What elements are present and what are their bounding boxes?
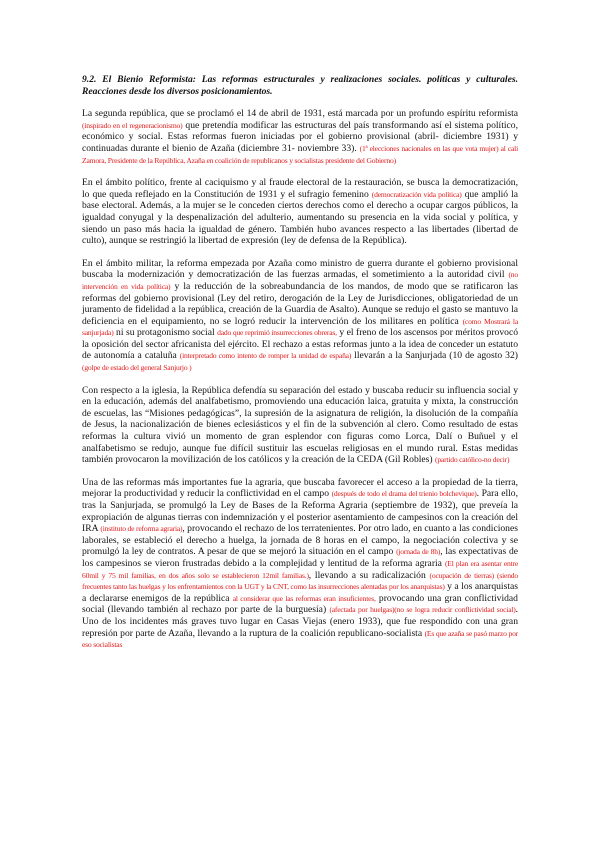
annotation-note: al considerar que las reformas eran insuficientes, [232, 593, 376, 603]
annotation-note: (después de todo el drama del trienio bolchevique) [331, 489, 477, 499]
body-text: provocando una gran conflictividad social (llevando también al rechazo por parte de la burguesía) [82, 592, 518, 616]
body-text: Con respecto a la iglesia, la República defendía su separación del estado y buscaba reducir su influencia social y en la educación, además del analfabetismo, promoviendo una educación laica, gratuita y mixta, la construcción de escuelas, las “Misiones pedagógicas”, la supresión de la asignatura de religión, la disolución de la compañía de Jesus, la nacionalización de bienes eclesiásticos y el fin de la subvención al clero. Como resultado de estas reformas la cultura vivió un momento de gran esplendor con figuras como Lorca, Dalí o Buñuel y el analfabetismo se redujo, aunque fue difícil sustituir las escuelas religiosas en el mundo rural. Estas medidas también provocaron la movilización de los católicos y la creación de la CEDA (Gil Robles) [82, 384, 518, 466]
body-text: En el ámbito militar, la reforma empezada por Azaña como ministro de guerra durante el gobierno provisional buscaba la modernización y democratización de las fuerzas armadas, el sometimiento a la autoridad civil [82, 257, 518, 281]
body-text: En el ámbito político, frente al caciquismo y al fraude electoral de la restauración, se busca la democratización, lo que queda reflejado en la Constitución de 1931 y el sufragio femenino [82, 177, 518, 200]
annotation-note: (como Mostrará la sanjurjada) [82, 316, 518, 338]
paragraph [82, 108, 518, 166]
annotation-note: (1ª elecciones nacionales en las que vota mujer) al cali Zamora, Presidente de la República, Azaña en coalición de republicanos y socialistas presidente del Gobierno) [82, 143, 518, 165]
annotation-note: (Es que azaña se pasó marzo por eso socialistas [82, 628, 518, 650]
annotation-note: (instituto de reforma agraria) [100, 524, 183, 534]
annotation-note: (partido católico-no decir) [435, 455, 510, 465]
annotation-note: (El plan era asentar entre 60mil y 75 mil familias, en dos años solo se establecieron 12mil familias.) [82, 558, 518, 580]
body-text: La segunda república, que se proclamó el 14 de abril de 1931, está marcada por un profundo espíritu reformista [82, 108, 518, 120]
paragraph [82, 477, 518, 651]
paragraph [82, 385, 518, 466]
annotation-note: (afectada por huelgas)(no se logra reducir conflictividad social) [329, 605, 516, 615]
annotation-note: (interpretado como intento de romper la unidad de españa) [179, 351, 352, 361]
annotation-note: dado que reprimió insurrecciones obreras, [217, 328, 337, 338]
body-text: Una de las reformas más importantes fue la agraria, que buscaba favorecer el acceso a la propiedad de la tierra, mejorar la productividad y reducir la conflictividad en el campo [82, 476, 518, 500]
paragraph [82, 258, 518, 374]
document-body [82, 108, 518, 651]
body-text: , las expectativas de los campesinos se vieron frustradas debido a la complejidad y lentitud de la reforma agraria [82, 546, 518, 569]
annotation-note: (no intervención en vida política) [82, 270, 518, 291]
body-text: , provocando el rechazo de los terratenientes. Por otro lado, en cuanto a las condiciones laborales, se estableció el derecho a huelga, la jornada de 8 horas en el campo, la negociación colectiva y se promulgó la ley de contratos. A pesar de que se mejoró la situación en el campo [82, 523, 518, 558]
body-text: . Uno de los incidentes más graves tuvo lugar en Casas Viejas (enero 1933), que fue respondido con una gran represión por parte de Azaña, llevando a la ruptura de la coalición republicano-socialista [82, 604, 519, 639]
annotation-note: (inspirado en el regeneracionismo) [82, 120, 183, 130]
annotation-note: (democratización vida política) [371, 189, 462, 199]
body-text: y a los anarquistas a declararse enemigos de la república [82, 581, 518, 604]
section-title: 9.2. El Bienio Reformista: Las reformas estructurales y realizaciones sociales. políticas y culturales. Reacciones desde los diversos posicionamientos. [82, 74, 518, 97]
body-text: llevarán a la Sanjurjada (10 de agosto 32) [351, 350, 518, 362]
body-text: que pretendía modificar las estructuras del país transformando así el sistema político, económico y social. Estas reformas fueron iniciadas por el gobierno provisional (abril- diciembre 1931) y continuadas durante el bienio de Azaña (diciembre 31- noviembre 33). [82, 119, 518, 154]
body-text: y la reducción de la sobreabundancia de los mandos, de modo que se ratificaron las reformas del gobierno provisional (Ley del retiro, derogación de la Ley de Jurisdicciones, obligatoriedad de un juramento de fidelidad a la república, creación de la Guardia de Asalto). Aunque se redujo el gasto se mantuvo la deficiencia en el equipamiento, no se logró reducir la intervención de los militares en política [82, 280, 518, 327]
body-text: . Para ello, tras la Sanjurjada, se promulgó la Ley de Bases de la Reforma Agraria (septiembre de 1932), que preveía la expropiación de algunas tierras con indemnización y el posterior asentamiento de campesinos con la creación del IRA [82, 488, 518, 535]
body-text: y el freno de los ascensos por méritos provocó la oposición del sector africanista del ejército. El rechazo a estas reformas junto a la idea de conceder un estatuto de autonomía a cataluña [82, 327, 519, 362]
annotation-note: (golpe de estado del general Sanjurjo ) [82, 363, 192, 373]
body-text: que amplió la base electoral. Además, a la mujer se le conceden ciertos derechos como el derecho a ocupar cargos públicos, la igualdad conyugal y la despenalización del adulterio, aumentando su presencia en la vida social y política, y siendo un paso más hacia la igualdad de género. También hubo avances respecto a las libertades (libertad de culto), aunque se restringió la libertad de expresión (ley de defensa de la República). [82, 188, 518, 247]
annotation-note: (ocupación de tierras) (siendo frecuentes tanto las huelgas y los enfrentamientos con la UGT y la CNT, como las insurrecciones alentadas por los anarquistas) [82, 570, 518, 592]
body-text: , llevando a su radicalización [308, 569, 430, 581]
body-text: ni su protagonismo social [113, 327, 218, 339]
paragraph [82, 177, 518, 247]
annotation-note: (jornada de 8h) [396, 547, 441, 557]
